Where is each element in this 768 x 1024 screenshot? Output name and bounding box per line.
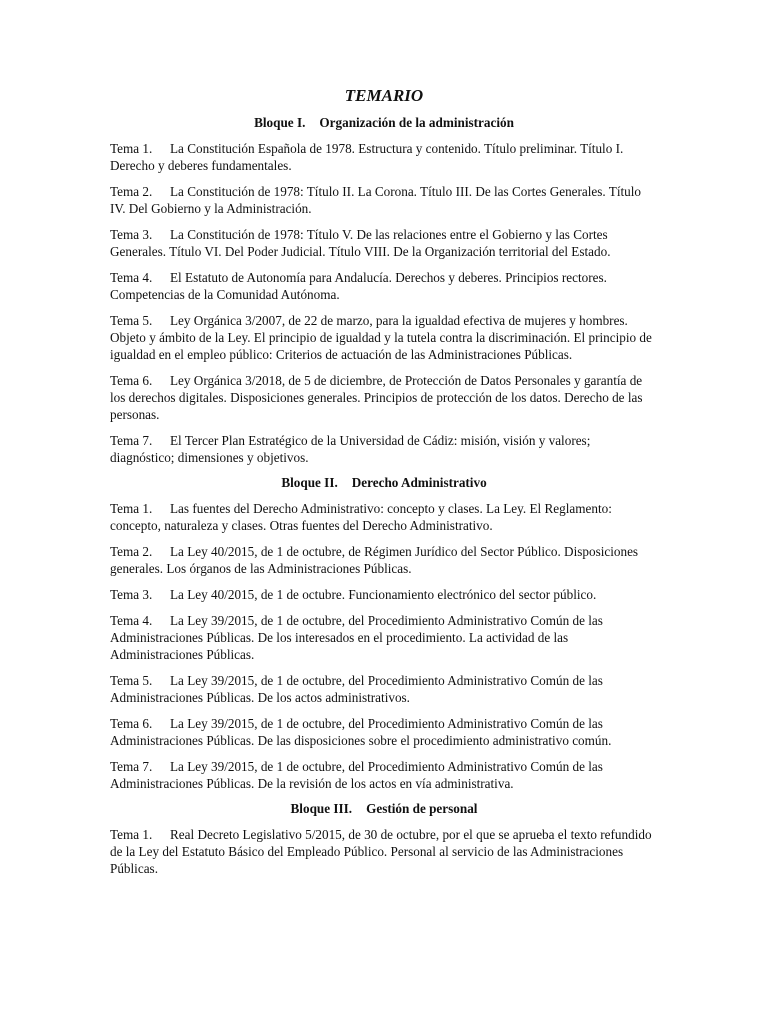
bloque-name: Organización de la administración xyxy=(319,115,514,130)
tema-number: Tema 4. xyxy=(110,613,153,628)
tema-item xyxy=(110,226,658,260)
bloque-label: Bloque II. xyxy=(281,475,338,490)
tema-item xyxy=(110,758,658,792)
tema-text: El Tercer Plan Estratégico de la Universidad de Cádiz: misión, visión y valores; diagnóstico; dimensiones y objetivos. xyxy=(110,433,591,465)
tema-item xyxy=(110,269,658,303)
tema-number: Tema 6. xyxy=(110,373,153,388)
tema-item xyxy=(110,543,658,577)
bloque-label: Bloque III. xyxy=(290,801,353,816)
tema-number: Tema 5. xyxy=(110,673,153,688)
tema-number: Tema 2. xyxy=(110,184,153,199)
bloque-name: Gestión de personal xyxy=(366,801,478,816)
tema-item xyxy=(110,715,658,749)
tema-item xyxy=(110,312,658,363)
tema-number: Tema 2. xyxy=(110,544,153,559)
temario-content xyxy=(110,115,658,877)
bloque-heading xyxy=(110,115,658,131)
tema-item xyxy=(110,140,658,174)
tema-text: El Estatuto de Autonomía para Andalucía. Derechos y deberes. Principios rectores. Competencias de la Comunidad Autónoma. xyxy=(110,270,607,302)
tema-text: La Ley 39/2015, de 1 de octubre, del Procedimiento Administrativo Común de las Administraciones Públicas. De las disposiciones sobre el procedimiento administrativo común. xyxy=(110,716,612,748)
tema-text: Ley Orgánica 3/2018, de 5 de diciembre, de Protección de Datos Personales y garantía de los derechos digitales. Disposiciones generales. Principios de protección de los datos. Derecho de las personas. xyxy=(110,373,643,422)
tema-item xyxy=(110,586,658,603)
bloque-name: Derecho Administrativo xyxy=(351,475,487,490)
tema-item xyxy=(110,500,658,534)
tema-item xyxy=(110,612,658,663)
tema-number: Tema 7. xyxy=(110,433,153,448)
tema-number: Tema 6. xyxy=(110,716,153,731)
tema-text: La Ley 39/2015, de 1 de octubre, del Procedimiento Administrativo Común de las Administraciones Públicas. De la revisión de los actos en vía administrativa. xyxy=(110,759,603,791)
tema-number: Tema 3. xyxy=(110,227,153,242)
tema-number: Tema 1. xyxy=(110,501,153,516)
tema-item xyxy=(110,372,658,423)
tema-number: Tema 5. xyxy=(110,313,153,328)
tema-number: Tema 3. xyxy=(110,587,153,602)
tema-number: Tema 7. xyxy=(110,759,153,774)
tema-text: La Constitución de 1978: Título II. La Corona. Título III. De las Cortes Generales. Título IV. Del Gobierno y la Administración. xyxy=(110,184,641,216)
tema-item xyxy=(110,672,658,706)
tema-text: La Constitución Española de 1978. Estructura y contenido. Título preliminar. Título I. Derecho y deberes fundamentales. xyxy=(110,141,624,173)
document-title: TEMARIO xyxy=(344,86,424,105)
bloque-heading xyxy=(110,475,658,491)
tema-text: Las fuentes del Derecho Administrativo: concepto y clases. La Ley. El Reglamento: concepto, naturaleza y clases. Otras fuentes del Derecho Administrativo. xyxy=(110,501,612,533)
tema-item xyxy=(110,183,658,217)
tema-text: La Ley 39/2015, de 1 de octubre, del Procedimiento Administrativo Común de las Administraciones Públicas. De los interesados en el procedimiento. La actividad de las Administraciones Públicas. xyxy=(110,613,603,662)
bloque-label: Bloque I. xyxy=(254,115,306,130)
tema-text: La Ley 40/2015, de 1 de octubre. Funcionamiento electrónico del sector público. xyxy=(170,587,597,602)
tema-item xyxy=(110,432,658,466)
document-page xyxy=(110,86,658,886)
tema-number: Tema 1. xyxy=(110,827,153,842)
tema-text: La Ley 40/2015, de 1 de octubre, de Régimen Jurídico del Sector Público. Disposiciones generales. Los órganos de las Administraciones Públicas. xyxy=(110,544,639,576)
tema-item xyxy=(110,826,658,877)
tema-text: La Ley 39/2015, de 1 de octubre, del Procedimiento Administrativo Común de las Administraciones Públicas. De los actos administrativos. xyxy=(110,673,603,705)
tema-number: Tema 4. xyxy=(110,270,153,285)
bloque-heading xyxy=(110,801,658,817)
tema-text: La Constitución de 1978: Título V. De las relaciones entre el Gobierno y las Cortes Generales. Título VI. Del Poder Judicial. Título VIII. De la Organización territorial del Estado. xyxy=(110,227,611,259)
tema-text: Real Decreto Legislativo 5/2015, de 30 de octubre, por el que se aprueba el texto refundido de la Ley del Estatuto Básico del Empleado Público. Personal al servicio de las Administraciones Públicas. xyxy=(110,827,652,876)
tema-text: Ley Orgánica 3/2007, de 22 de marzo, para la igualdad efectiva de mujeres y hombres. Objeto y ámbito de la Ley. El principio de igualdad y la tutela contra la discriminación. El principio de igualdad en el empleo público: Criterios de actuación de las Administraciones Públicas. xyxy=(110,313,652,362)
tema-number: Tema 1. xyxy=(110,141,153,156)
